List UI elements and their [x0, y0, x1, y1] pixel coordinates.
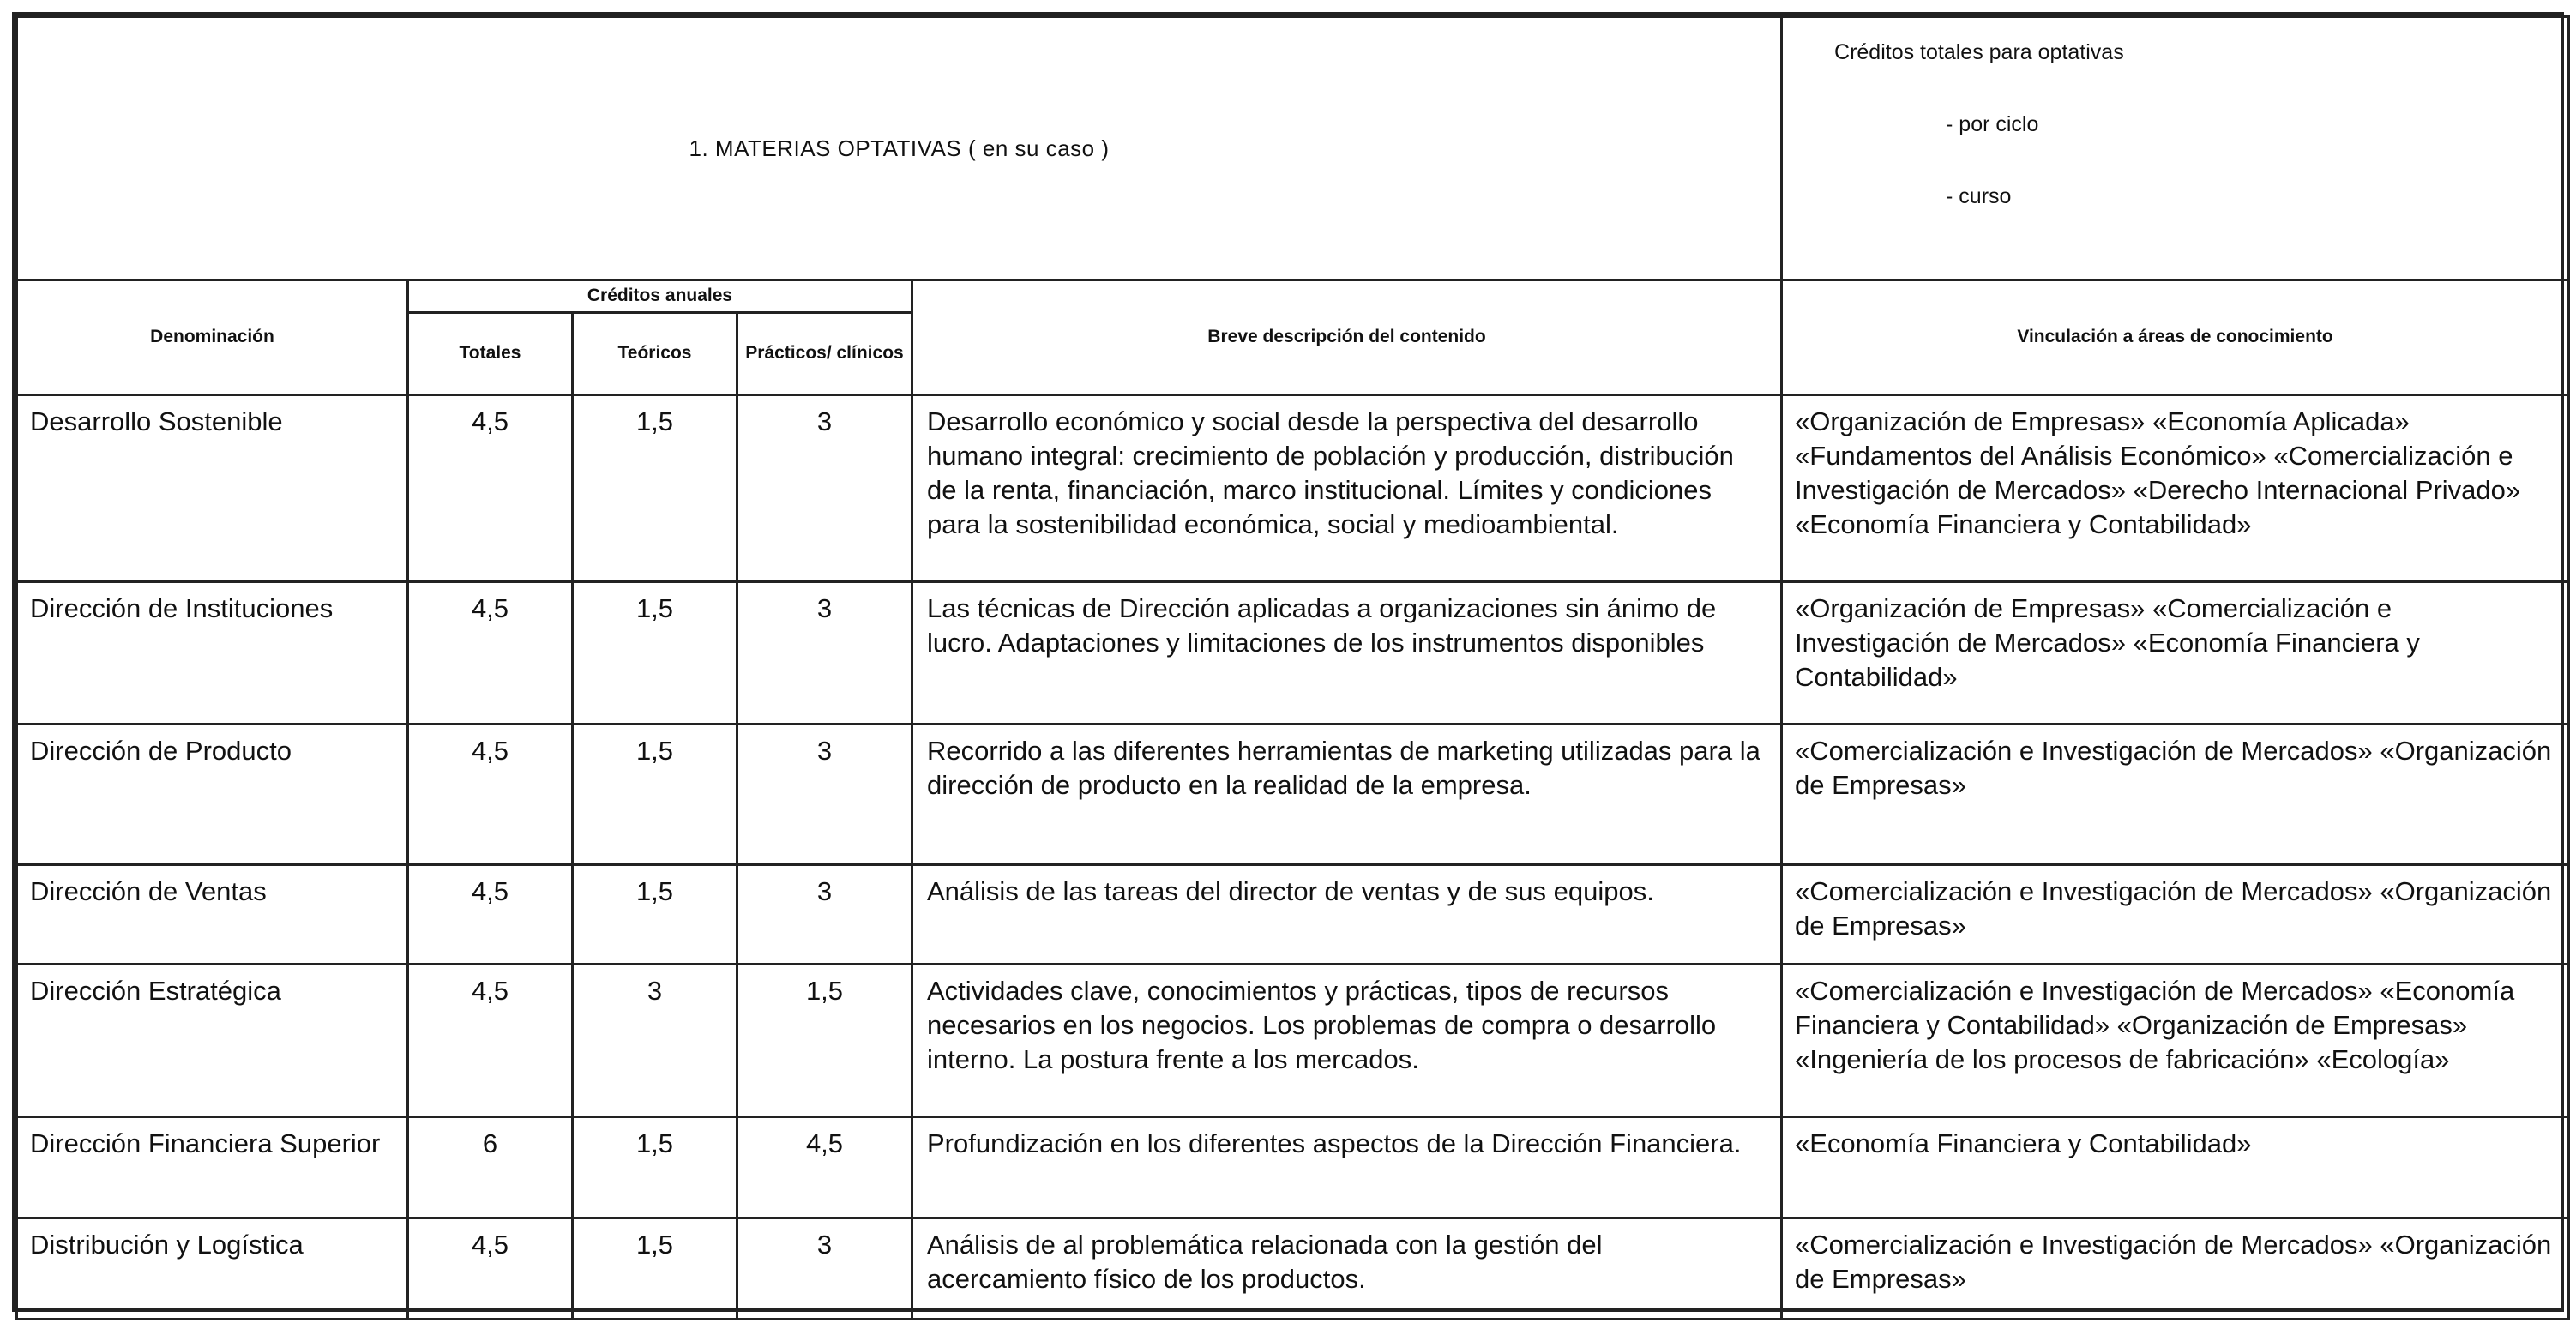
- row-name: Dirección Estratégica: [17, 965, 408, 1117]
- row-descripcion: Actividades clave, conocimientos y prácticas, tipos de recursos necesarios en los negocios. Los problemas de compra o desarrollo interno. La postura frente a los mercados.: [912, 965, 1782, 1117]
- row-practicos: 3: [737, 725, 912, 865]
- header-row-group: [17, 280, 2569, 313]
- row-totales: 4,5: [408, 725, 573, 865]
- row-totales: 6: [408, 1117, 573, 1218]
- row-name: Distribución y Logística: [17, 1218, 408, 1320]
- row-name: Dirección de Instituciones: [17, 582, 408, 725]
- row-teoricos: 1,5: [573, 1117, 737, 1218]
- row-areas: «Comercialización e Investigación de Mercados» «Organización de Empresas»: [1782, 865, 2569, 965]
- row-teoricos: 1,5: [573, 865, 737, 965]
- row-descripcion: Análisis de al problemática relacionada con la gestión del acercamiento físico de los productos.: [912, 1218, 1782, 1320]
- row-name: Dirección Financiera Superior: [17, 1117, 408, 1218]
- title-row: [17, 17, 2569, 280]
- table-row: [17, 1218, 2569, 1320]
- row-teoricos: 1,5: [573, 1218, 737, 1320]
- row-areas: «Comercialización e Investigación de Mercados» «Economía Financiera y Contabilidad» «Organización de Empresas» «Ingeniería de los procesos de fabricación» «Ecología»: [1782, 965, 2569, 1117]
- row-descripcion: Las técnicas de Dirección aplicadas a organizaciones sin ánimo de lucro. Adaptaciones y limitaciones de los instrumentos disponibles: [912, 582, 1782, 725]
- document-page: [12, 12, 2564, 1312]
- col-header-vinculacion: Vinculación a áreas de conocimiento: [1782, 280, 2569, 395]
- col-header-totales: Totales: [408, 313, 573, 395]
- row-teoricos: 1,5: [573, 395, 737, 582]
- row-name: Dirección de Ventas: [17, 865, 408, 965]
- table-row: [17, 1117, 2569, 1218]
- row-descripcion: Desarrollo económico y social desde la perspectiva del desarrollo humano integral: crecimiento de población y producción, distribución de la renta, financiación, marco institucional. Límites y condiciones para la sostenibilidad económica, social y medioambiental.: [912, 395, 1782, 582]
- table-row: [17, 965, 2569, 1117]
- table-row: [17, 725, 2569, 865]
- row-practicos: 3: [737, 582, 912, 725]
- row-practicos: 3: [737, 865, 912, 965]
- row-totales: 4,5: [408, 865, 573, 965]
- col-header-teoricos: Teóricos: [573, 313, 737, 395]
- row-areas: «Economía Financiera y Contabilidad»: [1782, 1117, 2569, 1218]
- row-teoricos: 1,5: [573, 725, 737, 865]
- row-teoricos: 3: [573, 965, 737, 1117]
- row-practicos: 3: [737, 1218, 912, 1320]
- credits-ciclo: - por ciclo: [1946, 112, 2039, 136]
- table-row: [17, 582, 2569, 725]
- row-name: Desarrollo Sostenible: [17, 395, 408, 582]
- row-areas: «Organización de Empresas» «Comercialización e Investigación de Mercados» «Economía Financiera y Contabilidad»: [1782, 582, 2569, 725]
- optativas-table: [15, 15, 2570, 1320]
- row-totales: 4,5: [408, 1218, 573, 1320]
- row-totales: 4,5: [408, 965, 573, 1117]
- col-header-creditos-anuales: Créditos anuales: [408, 280, 912, 313]
- row-name: Dirección de Producto: [17, 725, 408, 865]
- col-header-denominacion: Denominación: [17, 280, 408, 395]
- row-totales: 4,5: [408, 395, 573, 582]
- section-title: 1. MATERIAS OPTATIVAS ( en su caso ): [17, 17, 1782, 280]
- row-teoricos: 1,5: [573, 582, 737, 725]
- row-totales: 4,5: [408, 582, 573, 725]
- row-practicos: 4,5: [737, 1117, 912, 1218]
- row-descripcion: Análisis de las tareas del director de ventas y de sus equipos.: [912, 865, 1782, 965]
- row-practicos: 1,5: [737, 965, 912, 1117]
- credits-box: [1782, 17, 2569, 280]
- col-header-practicos: Prácticos/ clínicos: [737, 313, 912, 395]
- col-header-descripcion: Breve descripción del contenido: [912, 280, 1782, 395]
- table-row: [17, 865, 2569, 965]
- credits-title: Créditos totales para optativas: [1834, 40, 2124, 64]
- row-areas: «Comercialización e Investigación de Mercados» «Organización de Empresas»: [1782, 1218, 2569, 1320]
- row-descripcion: Profundización en los diferentes aspectos de la Dirección Financiera.: [912, 1117, 1782, 1218]
- row-areas: «Organización de Empresas» «Economía Aplicada» «Fundamentos del Análisis Económico» «Comercialización e Investigación de Mercados» «Derecho Internacional Privado» «Economía Financiera y Contabilidad»: [1782, 395, 2569, 582]
- row-practicos: 3: [737, 395, 912, 582]
- row-descripcion: Recorrido a las diferentes herramientas de marketing utilizadas para la dirección de producto en la realidad de la empresa.: [912, 725, 1782, 865]
- table-row: [17, 395, 2569, 582]
- credits-curso: - curso: [1946, 184, 2012, 208]
- row-areas: «Comercialización e Investigación de Mercados» «Organización de Empresas»: [1782, 725, 2569, 865]
